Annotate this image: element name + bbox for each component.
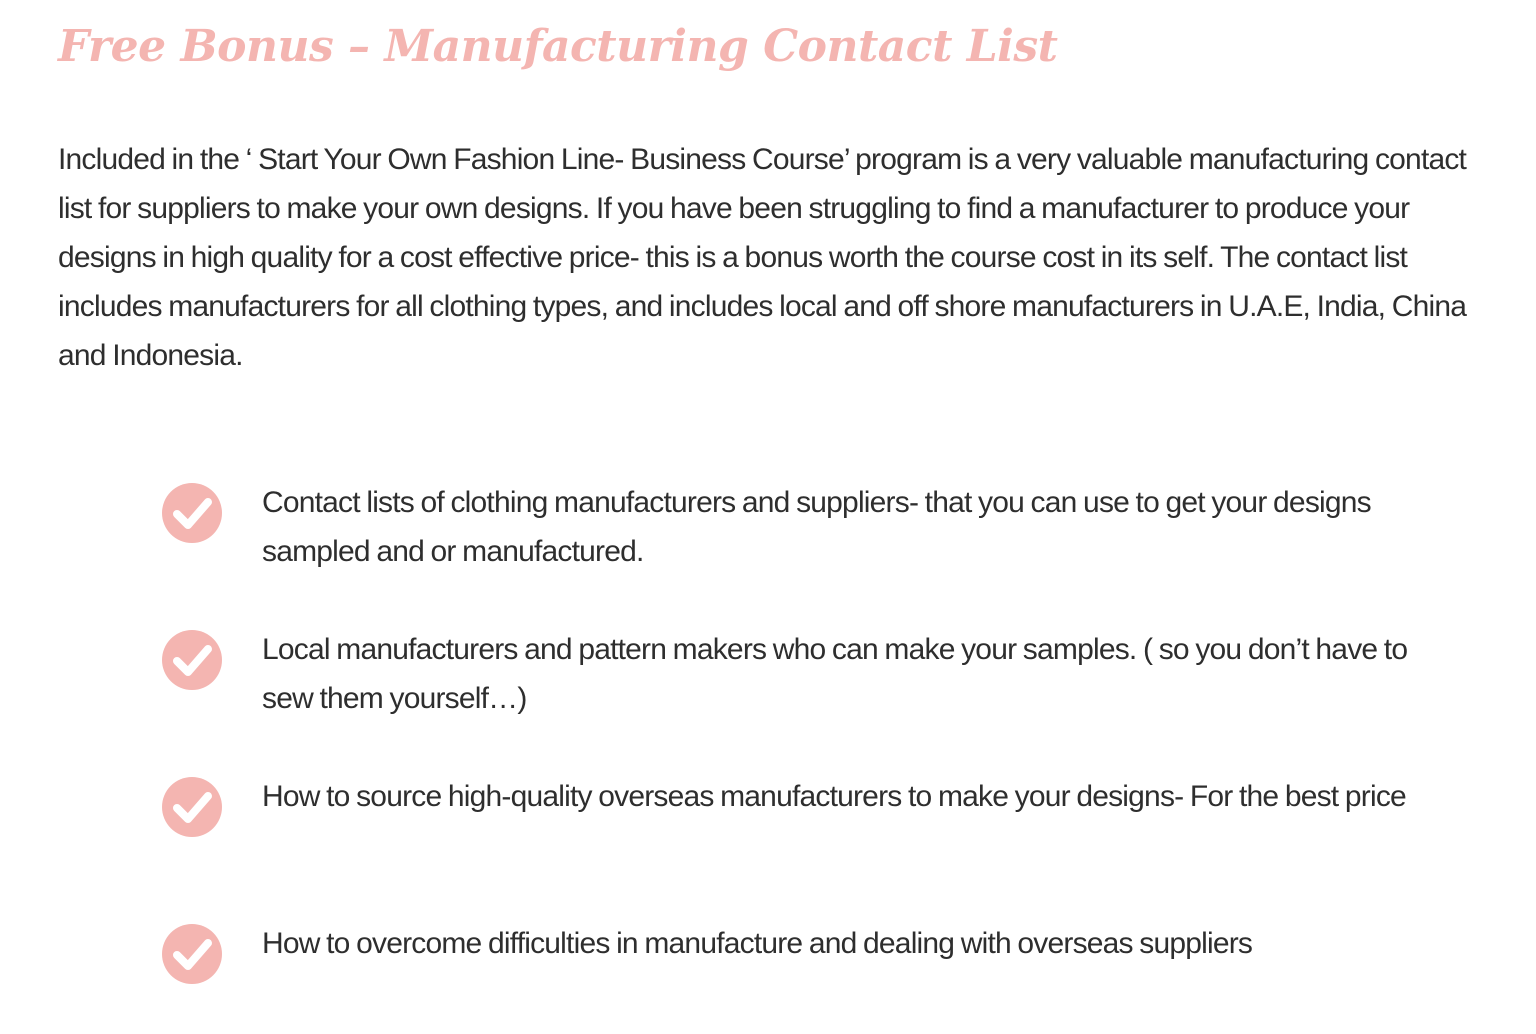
list-item-text: Local manufacturers and pattern makers who can make your samples. ( so you don’t have to sew them yourself…) xyxy=(262,633,1408,715)
intro-paragraph: Included in the ‘ Start Your Own Fashion Line- Business Course’ program is a very valuable manufacturing contact list for suppliers to make your own designs. If you have been struggling to find a manufacturer to produce your designs in high quality for a cost effective price- this is a bonus worth the course cost in its self. The contact list includes manufacturers for all clothing types, and includes local and off shore manufacturers in U.A.E, India, China and Indonesia. xyxy=(58,143,1467,372)
list-item-text: How to source high-quality overseas manufacturers to make your designs- For the best price xyxy=(262,780,1406,813)
check-circle-icon xyxy=(161,923,223,985)
check-circle-icon xyxy=(161,629,223,691)
list-item-text: Contact lists of clothing manufacturers and suppliers- that you can use to get your designs sampled and or manufactured. xyxy=(262,486,1371,568)
page-title: Free Bonus – Manufacturing Contact List xyxy=(58,21,1058,72)
check-circle-icon xyxy=(161,776,223,838)
list-item-text: How to overcome difficulties in manufacture and dealing with overseas suppliers xyxy=(262,927,1253,960)
check-circle-icon xyxy=(161,482,223,544)
